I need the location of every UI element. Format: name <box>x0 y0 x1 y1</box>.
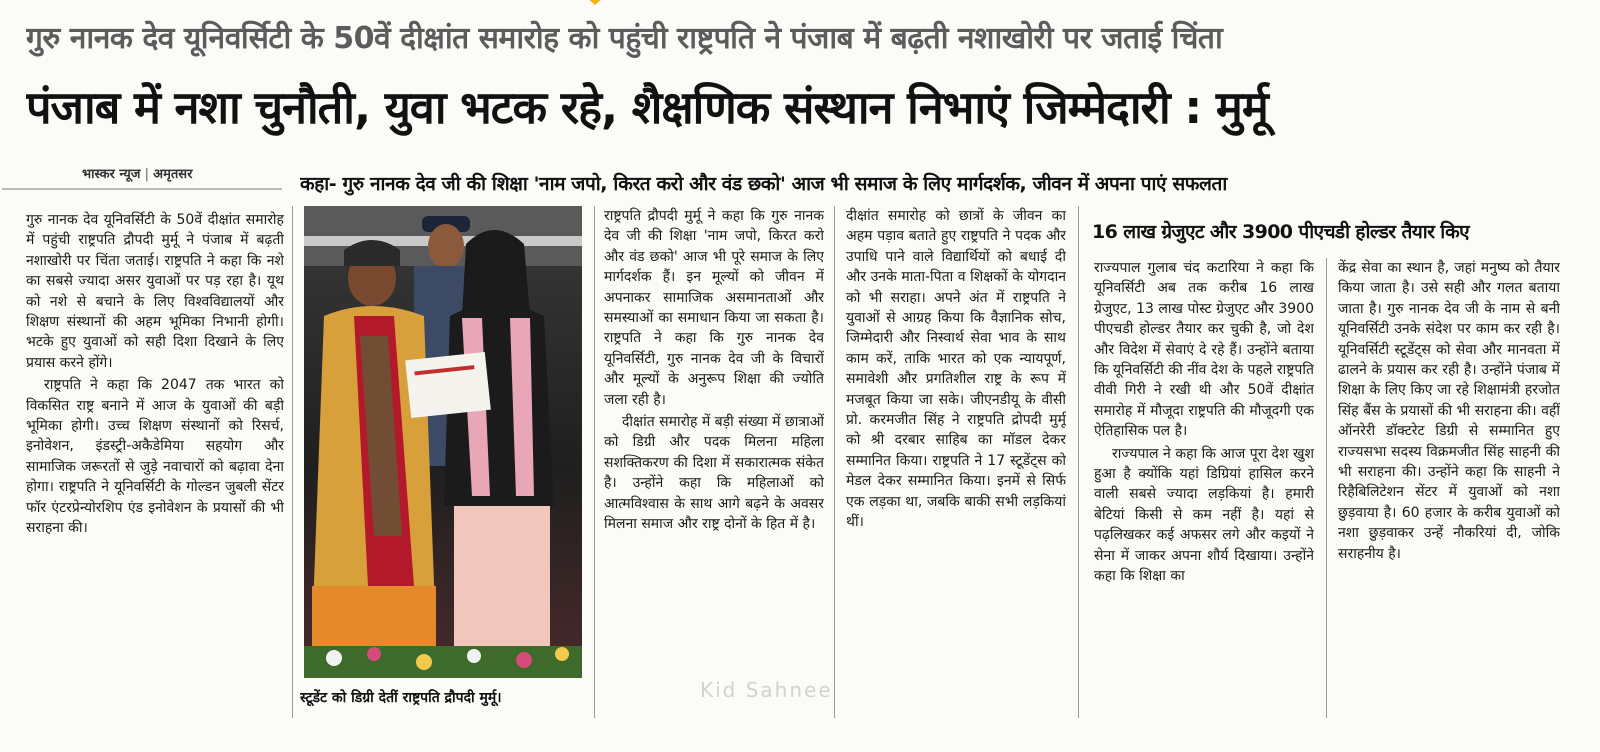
section-subhead: 16 लाख ग्रेजुएट और 3900 पीएचडी होल्डर तैयार किए <box>1092 221 1470 243</box>
column-divider <box>834 206 835 718</box>
byline <box>82 164 192 186</box>
paragraph: राष्ट्रपति ने कहा कि 2047 तक भारत को विकसित राष्ट्र बनाने में आज के युवाओं की बड़ी भूमिका होगी। उच्च शिक्षण संस्थानों को रिसर्च, इनोवेशन, इंडस्ट्री-अकैडेमिया सहयोग और सामाजिक जरूरतों से जुड़े नवाचारों को बढ़ावा देना होगा। राष्ट्रपति ने यूनिवर्सिटी के गोल्डन जुबली सेंटर फॉर एंटरप्रेन्योरशिप एंड इनोवेशन के प्रयासों की भी सराहना की। <box>26 377 284 537</box>
byline-source: भास्कर न्यूज <box>82 167 141 182</box>
byline-divider: | <box>144 167 150 182</box>
convocation-photo <box>304 206 582 678</box>
photo-illustration <box>304 206 582 678</box>
paragraph: राष्ट्रपति द्रौपदी मुर्मू ने कहा कि गुरु नानक देव जी की शिक्षा 'नाम जपो, किरत करो और वंड छको' आज भी पूरे समाज के लिए मार्गदर्शक हैं। इन मूल्यों को जीवन में अपनाकर सामाजिक असमानताओं और समस्याओं का समाधान किया जा सकता है। राष्ट्रपति ने कहा कि गुरु नानक देव यूनिवर्सिटी, गुरु नानक देव जी के विचारों और मूल्यों के अनुरूप शिक्षा की ज्योति जला रही है। <box>604 208 824 408</box>
column-divider <box>594 206 595 718</box>
article-column-4 <box>846 206 1066 720</box>
photo-caption: स्टूडेंट को डिग्री देतीं राष्ट्रपति द्रौपदी मुर्मू। <box>300 690 502 706</box>
paragraph: केंद्र सेवा का स्थान है, जहां मनुष्य को तैयार किया जाता है। उसे सही और गलत बताया जाता है। गुरु नानक देव जी के नाम से बनी यूनिवर्सिटी उनके संदेश पर काम कर रही है। यूनिवर्सिटी स्टूडेंट्स को सेवा और मानवता में ढालने के प्रयास कर रही है। उन्होंने पंजाब में शिक्षा के लिए किए जा रहे शिक्षामंत्री हरजोत सिंह बैंस के प्रयासों की भी सराहना की। वहीं ऑनरेरी डॉक्टरेट डिग्री से सम्मानित हुए राज्यसभा सदस्य विक्रमजीत सिंह साहनी की भी सराहना की। उन्होंने कहा कि साहनी ने रिहैबिलिटेशन सेंटर में युवाओं को नशा छुड़वाया है। 60 हजार के करीब युवाओं को नशा छुड़वाकर उन्हें नौकरियां दी, जोकि सराहनीय है। <box>1338 260 1560 562</box>
byline-rule <box>2 188 282 190</box>
paragraph: राज्यपाल गुलाब चंद कटारिया ने कहा कि यूनिवर्सिटी अब तक करीब 16 लाख ग्रेजुएट, 13 लाख पोस्ट ग्रेजुएट और 3900 पीएचडी होल्डर तैयार कर चुकी है, जो देश और विदेश में सेवाएं दे रहे हैं। उन्होंने बताया कि यूनिवर्सिटी की नींव देश के पहले राष्ट्रपति वीवी गिरी ने रखी थी और 50वें दीक्षांत समारोह में मौजूदा राष्ट्रपति की मौजूदगी एक ऐतिहासिक पल है। <box>1094 260 1314 440</box>
paragraph: राज्यपाल ने कहा कि आज पूरा देश खुश हुआ है क्योंकि यहां डिग्रियां हासिल करने वाली सबसे ज्यादा लड़कियां है। हमारी बेटियां किसी से कम नहीं है। यहां से पढ़लिखकर कई अफसर लगे और कइयों ने सेना में जाकर अपना शौर्य दिखाया। उन्होंने कहा कि शिक्षा का <box>1094 445 1314 585</box>
article-column-6 <box>1338 258 1560 720</box>
kicker-headline: गुरु नानक देव यूनिवर्सिटी के 50वें दीक्षांत समारोह को पहुंची राष्ट्रपति ने पंजाब में बढ़ती नशाखोरी पर जताई चिंता <box>26 21 1223 56</box>
watermark-text: Kid Sahnee <box>700 678 833 702</box>
paragraph: दीक्षांत समारोह को छात्रों के जीवन का अहम पड़ाव बताते हुए राष्ट्रपति ने पदक और उपाधि पाने वाले विद्यार्थियों को बधाई दी और उनके माता-पिता व शिक्षकों के योगदान को भी सराहा। अपने अंत में राष्ट्रपति ने युवाओं से आग्रह किया कि वैज्ञानिक सोच, जिम्मेदारी और निस्वार्थ सेवा भाव के साथ काम करें, ताकि भारत को एक न्यायपूर्ण, समावेशी और प्रगतिशील राष्ट्र के रूप में मजबूत किया जा सके। जीएनडीयू के वीसी प्रो. करमजीत सिंह ने राष्ट्रपति द्रोपदी मुर्मू को श्री दरबार साहिब का मॉडल देकर सम्मानित किया। राष्ट्रपति ने 17 स्टूडेंट्स को मेडल देकर सम्मानित किया। इनमें से सिर्फ एक लड़का था, जबकि बाकी सभी लड़कियां थीं। <box>846 208 1066 531</box>
paragraph: दीक्षांत समारोह में बड़ी संख्या में छात्राओं को डिग्री और पदक मिलना महिला सशक्तिकरण की दिशा में सकारात्मक संकेत है। उन्होंने कहा कि महिलाओं को आत्मविश्वास के साथ आगे बढ़ने के अवसर मिलना समाज और राष्ट्र दोनों के हित में है। <box>604 414 824 533</box>
column-divider <box>292 206 293 718</box>
article-column-5 <box>1094 258 1314 720</box>
main-headline: पंजाब में नशा चुनौती, युवा भटक रहे, शैक्षणिक संस्थान निभाएं जिम्मेदारी : मुर्मू <box>26 81 1268 134</box>
paragraph: गुरु नानक देव यूनिवर्सिटी के 50वें दीक्षांत समारोह में पहुंची राष्ट्रपति द्रौपदी मुर्मू ने पंजाब में बढ़ती नशाखोरी पर चिंता जताई। राष्ट्रपति ने कहा कि नशे का सबसे ज्यादा असर युवाओं पर पड़ रहा है। यूथ को नशे से बचाने के लिए विश्वविद्यालयों और शिक्षण संस्थानों की अहम भूमिका निभानी होगी। भटके हुए युवाओं को सही दिशा दिखाने के लिए प्रयास करने होंगे। <box>26 212 284 371</box>
article-column-3 <box>604 206 824 720</box>
deck-headline: कहा- गुरु नानक देव जी की शिक्षा 'नाम जपो, किरत करो और वंड छको' आज भी समाज के लिए मार्गदर्शक, जीवन में अपना पाएं सफलता <box>300 173 1227 195</box>
column-divider <box>1078 206 1079 718</box>
column-divider <box>1326 258 1327 718</box>
article-column-1 <box>26 210 284 720</box>
sun-ornament-icon <box>580 0 610 6</box>
byline-city: अमृतसर <box>153 167 193 182</box>
